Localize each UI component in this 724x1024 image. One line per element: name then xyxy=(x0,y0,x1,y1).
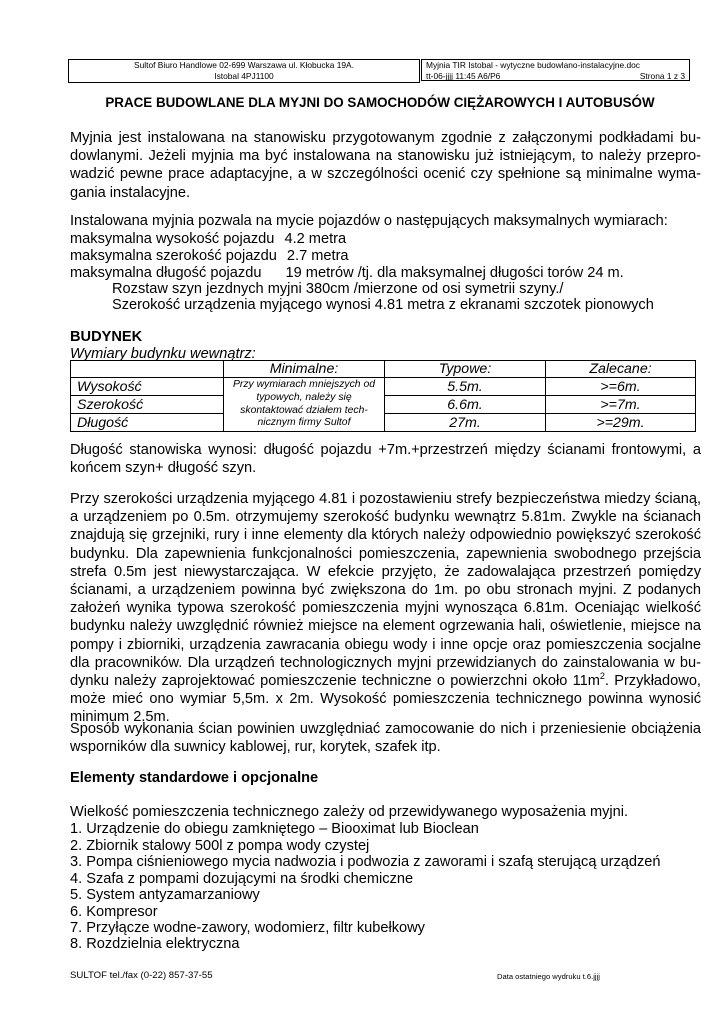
paragraph-line: a urządzeniem po 0.5m. otrzymujemy szerokość budynku wewnątrz 5.81m. Zwykle na ścianach xyxy=(70,509,701,526)
elements-intro: Wielkość pomieszczenia technicznego zależy od przewidywanego wyposażenia myjni. xyxy=(70,804,629,820)
paragraph-line: strefa 0.5m jest niewystarczająca. W efekcie przyjęto, że zadowalająca przestrzeń pomiędzy xyxy=(70,563,701,580)
header-left-box xyxy=(68,59,420,83)
max-height-row xyxy=(70,230,346,248)
table-header-cell: Zalecane: xyxy=(546,361,696,378)
width-paragraph xyxy=(70,490,701,727)
rail-spacing: Rozstaw szyn jezdnych myjni 380cm /mierzone od osi symetrii szyny./ xyxy=(112,281,564,297)
list-item: 5. System antyzamarzaniowy xyxy=(70,887,260,903)
header-company-address: Sultof Biuro Handlowe 02-699 Warszawa ul. Kłobucka 19A. xyxy=(134,60,354,70)
building-heading: BUDYNEK xyxy=(70,329,143,345)
paragraph-line: ścianami, a urządzeniem powinna być zwiększona do 1m. po obu stronach myjni. Z podanych xyxy=(70,582,701,599)
length-paragraph xyxy=(70,441,701,477)
list-item: 7. Przyłącze wodne-zawory, wodomierz, filtr kubełkowy xyxy=(70,920,425,936)
table-row xyxy=(71,378,696,396)
list-item: 3. Pompa ciśnieniowego mycia nadwozia i podwozia z zaworami i szafą sterującą urządzeń xyxy=(70,854,661,870)
superscript: 2 xyxy=(599,671,605,682)
paragraph-line: Przy szerokości urządzenia myjącego 4.81 i pozostawieniu strefy bezpieczeństwa miedzy ścianą, xyxy=(70,491,701,507)
max-length-value: 19 metrów /tj. dla maksymalnej długości torów 24 m. xyxy=(285,265,624,281)
list-item: 4. Szafa z pompami dozującymi na środki chemiczne xyxy=(70,871,414,887)
paragraph-line: minimum 2.5m. xyxy=(70,709,170,726)
max-length-label: maksymalna długość pojazdu xyxy=(70,265,262,281)
header-product-code: Istobal 4PJ1100 xyxy=(214,70,274,81)
paragraph-line: Długość stanowiska wynosi: długość pojazdu +7m.+przestrzeń między ścianami frontowymi, a xyxy=(70,442,701,458)
max-height-label: maksymalna wysokość pojazdu xyxy=(70,231,275,247)
list-item: 6. Kompresor xyxy=(70,904,158,920)
paragraph-line xyxy=(70,672,701,690)
footer-contact: SULTOF tel./fax (0-22) 857-37-55 xyxy=(70,970,213,981)
paragraph-line: końcem szyn+ długość szyn. xyxy=(70,460,257,477)
paragraph-line: budynku należy uwzględnić również miejsce na element ogrzewania hali, oświetlenie, miejsce na xyxy=(70,618,701,635)
elements-heading: Elementy standardowe i opcjonalne xyxy=(70,770,319,786)
paragraph-line: znajdują się grzejniki, rury i inne elementy dla których należy odpowiednio powiększyć szerokość xyxy=(70,527,701,544)
recommended-value: >=6m. xyxy=(546,378,696,396)
paragraph-line: Sposób wykonania ścian powinien uwzględniać zamocowanie do nich i przeniesienie obciążenia xyxy=(70,721,701,737)
header-document-name: Myjnia TIR Istobal - wytyczne budowlano-instalacyjne.doc xyxy=(426,60,640,70)
paragraph-line: może mieć ono wymiar 5,5m. x 2m. Wysokość pomieszczenia technicznego powinna wynosić xyxy=(70,691,701,708)
typical-value: 5.5m. xyxy=(385,378,546,396)
table-header-cell: Typowe: xyxy=(385,361,546,378)
table-header-cell xyxy=(71,361,224,378)
paragraph-line: wsporników dla suwnicy kablowej, rur, korytek, szafek itp. xyxy=(70,739,441,756)
max-width-label: maksymalna szerokość pojazdu xyxy=(70,248,277,264)
line-text: . Przykładowo, xyxy=(604,673,701,690)
paragraph-line: budynku. Dla zapewnienia funkcjonalności pomieszczenia, zapewnienia swobodnego przejścia xyxy=(70,545,701,562)
row-label: Wysokość xyxy=(71,378,224,396)
walls-paragraph xyxy=(70,720,701,756)
list-item: 2. Zbiornik stalowy 500l z pompa wody czystej xyxy=(70,838,370,854)
paragraph-line: Myjnia jest instalowana na stanowisku przygotowanym zgodnie z załączonymi podkładami bu- xyxy=(70,130,701,146)
header-timestamp: tt-06-jjjj 11:45 A6/P6 xyxy=(426,70,501,81)
row-label: Długość xyxy=(71,414,224,432)
paragraph-line: dla pracowników. Dla urządzeń technologicznych myjni przewidzianych do zainstalowania w bu- xyxy=(70,654,701,671)
device-width: Szerokość urządzenia myjącego wynosi 4.81 metra z ekranami szczotek pionowych xyxy=(112,297,654,313)
row-label: Szerokość xyxy=(71,396,224,414)
paragraph-line: dowlanymi. Jeżeli myjnia ma być instalowana na stanowisku już istniejącym, to należy przepro- xyxy=(70,148,701,165)
table-header-row xyxy=(71,361,696,378)
recommended-value: >=29m. xyxy=(546,414,696,432)
header-page-number: Strona 1 z 3 xyxy=(639,70,685,81)
footer-print-date: Data ostatniego wydruku t.6.jjjj xyxy=(497,972,600,981)
page-title: PRACE BUDOWLANE DLA MYJNI DO SAMOCHODÓW CIĘŻAROWYCH I AUTOBUSÓW xyxy=(105,95,655,110)
max-dims-intro: Instalowana myjnia pozwala na mycie pojazdów o następujących maksymalnych wymiarach: xyxy=(70,213,668,229)
recommended-value: >=7m. xyxy=(546,396,696,414)
paragraph-line: gania instalacyjne. xyxy=(70,184,191,201)
table-header-cell: Minimalne: xyxy=(224,361,385,378)
header-right-box xyxy=(421,59,690,81)
paragraph-line: założeń wynika typowa szerokość pomieszczenia myjni wynosząca 6.81m. Oceniając wielkość xyxy=(70,600,701,617)
intro-paragraph xyxy=(70,129,701,202)
line-text: dynku należy zaprojektować pomieszczenie techniczne o powierzchni około 11m xyxy=(70,673,600,690)
list-item: 8. Rozdzielnia elektryczna xyxy=(70,936,240,952)
max-height-value: 4.2 metra xyxy=(284,231,347,247)
paragraph-line: pompy i zbiorniki, urządzenia zawracania obiegu wody i inne opcje oraz pomieszczenia socjalne xyxy=(70,636,701,653)
building-dimensions-table xyxy=(70,360,696,432)
max-width-value: 2.7 metra xyxy=(286,248,349,264)
paragraph-line: wadzić pewne prace adaptacyjne, a w szczególności ocenić czy spełnione są minimalne wyma- xyxy=(70,166,701,183)
typical-value: 6.6m. xyxy=(385,396,546,414)
building-subheading: Wymiary budynku wewnątrz: xyxy=(70,346,256,362)
list-item: 1. Urządzenie do obiegu zamkniętego – Biooximat lub Bioclean xyxy=(70,821,479,837)
minimal-note: Przy wymiarach mniejszych od typowych, należy się skontaktować działem tech-nicznym firmy Sultof xyxy=(224,378,385,432)
typical-value: 27m. xyxy=(385,414,546,432)
max-width-row xyxy=(70,247,349,265)
